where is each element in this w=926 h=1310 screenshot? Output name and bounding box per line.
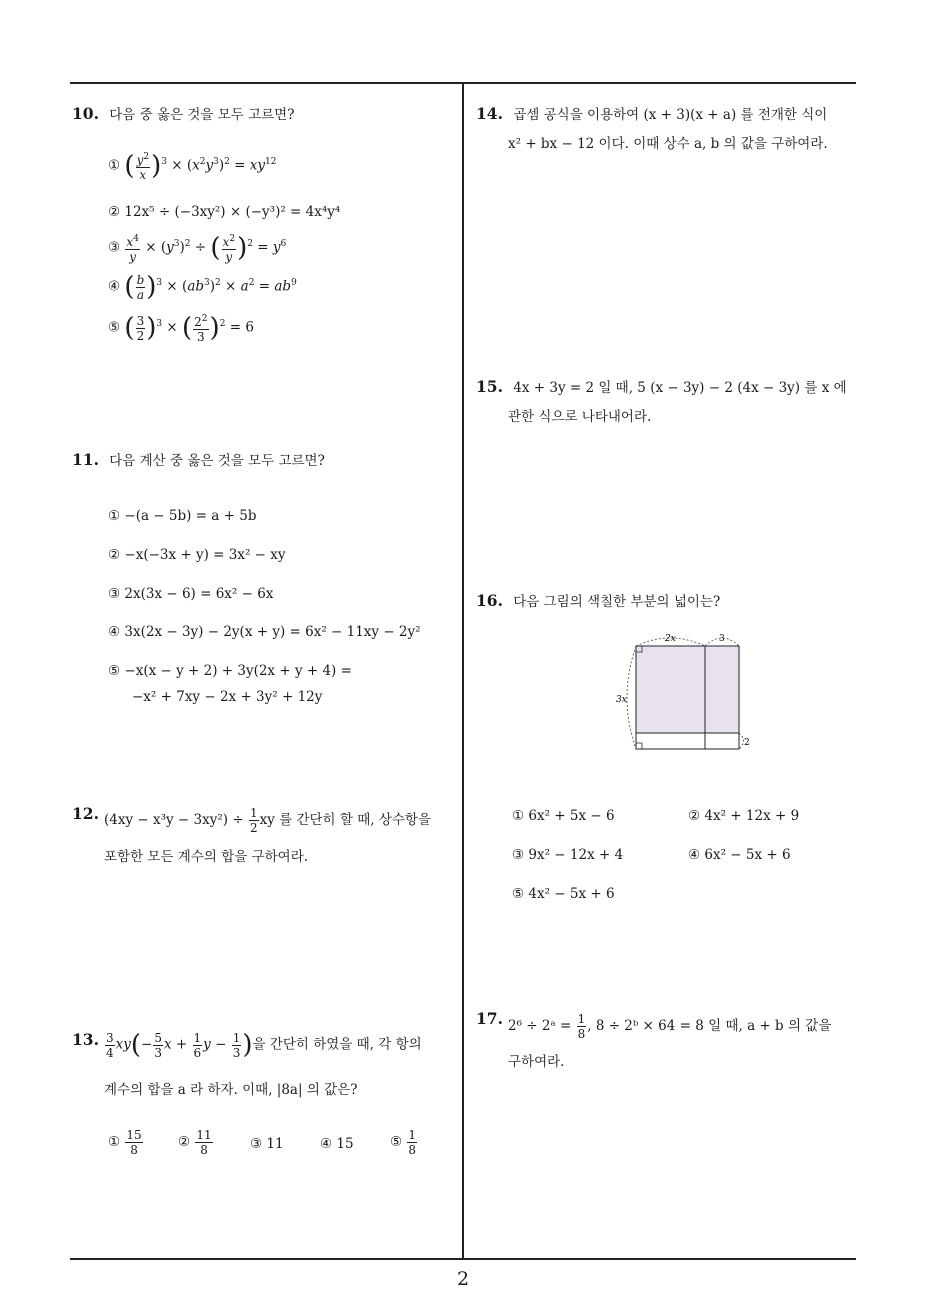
q17-line-2: 구하여라. xyxy=(508,1054,565,1070)
q11-option-4[interactable]: ④ 3x(2x − 3y) − 2y(x + y) = 6x² − 11xy − 2y² xyxy=(108,624,421,640)
question-11 xyxy=(72,446,325,475)
brace-right xyxy=(739,733,744,749)
q16-option-3[interactable]: ③ 9x² − 12x + 4 xyxy=(512,847,624,863)
question-number: 16. xyxy=(476,591,503,610)
question-number: 12. xyxy=(72,804,99,823)
q12-expression: (4xy − x³y − 3xy²) ÷ $\frac{1}{2}$ xy 를 간단히 할 때, 상수항을 xyxy=(104,806,431,835)
question-number: 15. xyxy=(476,377,503,396)
question-number: 10. xyxy=(72,104,99,123)
question-15 xyxy=(476,373,847,402)
shaded-region xyxy=(636,646,739,733)
q13-option-3[interactable]: ③ 11 xyxy=(250,1136,284,1152)
question-stem: 다음 그림의 색칠한 부분의 넓이는? xyxy=(513,594,721,610)
q10-option-5[interactable]: ⑤ ( $\frac{3}{2}$ )$^3$ × ( $\frac{2^2}{3}$ )$^2$ = 6 xyxy=(108,313,254,344)
q10-option-3[interactable]: ③ $\frac{x^4}{y}$ × $(y^3)^2$ ÷ ( $\frac{x^2}{y}$ )$^2 = y^6$ xyxy=(108,233,287,264)
question-number: 17. xyxy=(476,1009,503,1028)
question-number: 13. xyxy=(72,1030,99,1049)
question-14 xyxy=(476,100,827,129)
q10-option-2[interactable]: ② 12x⁵ ÷ (−3xy²) × (−y³)² = 4x⁴y⁴ xyxy=(108,204,341,220)
q10-option-1[interactable]: ① ( $\frac{y^2}{x}$ )$^3 \times (x^2y^3)^2 = xy^{12}$ xyxy=(108,151,277,182)
q16-option-1[interactable]: ① 6x² + 5x − 6 xyxy=(512,808,615,824)
question-10 xyxy=(72,100,294,129)
q17-equation: 2⁶ ÷ 2ᵃ = $\frac{1}{8}$ , 8 ÷ 2ᵇ × 64 = 8 일 때, a + b 의 값을 xyxy=(508,1012,832,1041)
question-stem: 다음 중 옳은 것을 모두 고르면? xyxy=(109,107,295,123)
column-divider xyxy=(462,83,464,1259)
q16-option-4[interactable]: ④ 6x² − 5x + 6 xyxy=(688,847,791,863)
q11-option-1[interactable]: ① −(a − 5b) = a + 5b xyxy=(108,508,257,524)
label-3x: 3x xyxy=(616,695,627,705)
question-number: 14. xyxy=(476,104,503,123)
q13-option-1[interactable]: ① $\frac{15}{8}$ xyxy=(108,1128,142,1157)
q11-option-5[interactable]: ⑤ −x(x − y + 2) + 3y(2x + y + 4) = xyxy=(108,663,352,679)
q16-option-5[interactable]: ⑤ 4x² − 5x + 6 xyxy=(512,886,615,902)
question-17 xyxy=(476,1005,509,1034)
q10-option-4[interactable]: ④ ( $\frac{b}{a}$ )$^3 \times (ab^3)^2 \times a^2 = ab^9$ xyxy=(108,272,297,302)
label-3: 3 xyxy=(719,634,725,644)
question-stem: 다음 계산 중 옳은 것을 모두 고르면? xyxy=(109,453,325,469)
q11-option-3[interactable]: ③ 2x(3x − 6) = 6x² − 6x xyxy=(108,586,274,602)
label-2: 2 xyxy=(744,738,750,748)
q13-option-4[interactable]: ④ 15 xyxy=(320,1136,354,1152)
question-12 xyxy=(72,800,105,829)
brace-left xyxy=(627,646,636,749)
q16-option-2[interactable]: ② 4x² + 12x + 9 xyxy=(688,808,800,824)
area-figure xyxy=(610,628,760,758)
label-2x: 2x xyxy=(665,634,676,644)
q11-option-5-cont: −x² + 7xy − 2x + 3y² + 12y xyxy=(132,689,323,705)
question-number: 11. xyxy=(72,450,99,469)
q13-expression: $\frac{3}{4}$ xy(− $\frac{5}{3}$ x + $\frac{1}{6}$ y − $\frac{1}{3}$ )을 간단히 하였을 때, 각 항의 xyxy=(106,1030,422,1060)
q14-line-2: x² + bx − 12 이다. 이때 상수 a, b 의 값을 구하여라. xyxy=(508,136,828,152)
q15-line-2: 관한 식으로 나타내어라. xyxy=(508,409,652,425)
q12-line-2: 포함한 모든 계수의 합을 구하여라. xyxy=(104,849,309,865)
question-13 xyxy=(72,1026,105,1055)
question-line-1: 4x + 3y = 2 일 때, 5 (x − 3y) − 2 (4x − 3y) 를 x 에 xyxy=(513,380,847,396)
bottom-rule xyxy=(70,1258,856,1260)
question-16 xyxy=(476,587,720,616)
q13-option-5[interactable]: ⑤ $\frac{1}{8}$ xyxy=(390,1128,417,1157)
q13-line-2: 계수의 합을 a 라 하자. 이때, |8a| 의 값은? xyxy=(104,1082,358,1098)
page-number: 2 xyxy=(456,1268,470,1290)
question-line-1: 곱셈 공식을 이용하여 (x + 3)(x + a) 를 전개한 식이 xyxy=(513,107,828,123)
q13-option-2[interactable]: ② $\frac{11}{8}$ xyxy=(178,1128,212,1157)
right-angle-mark xyxy=(636,743,642,749)
q11-option-2[interactable]: ② −x(−3x + y) = 3x² − xy xyxy=(108,547,286,563)
